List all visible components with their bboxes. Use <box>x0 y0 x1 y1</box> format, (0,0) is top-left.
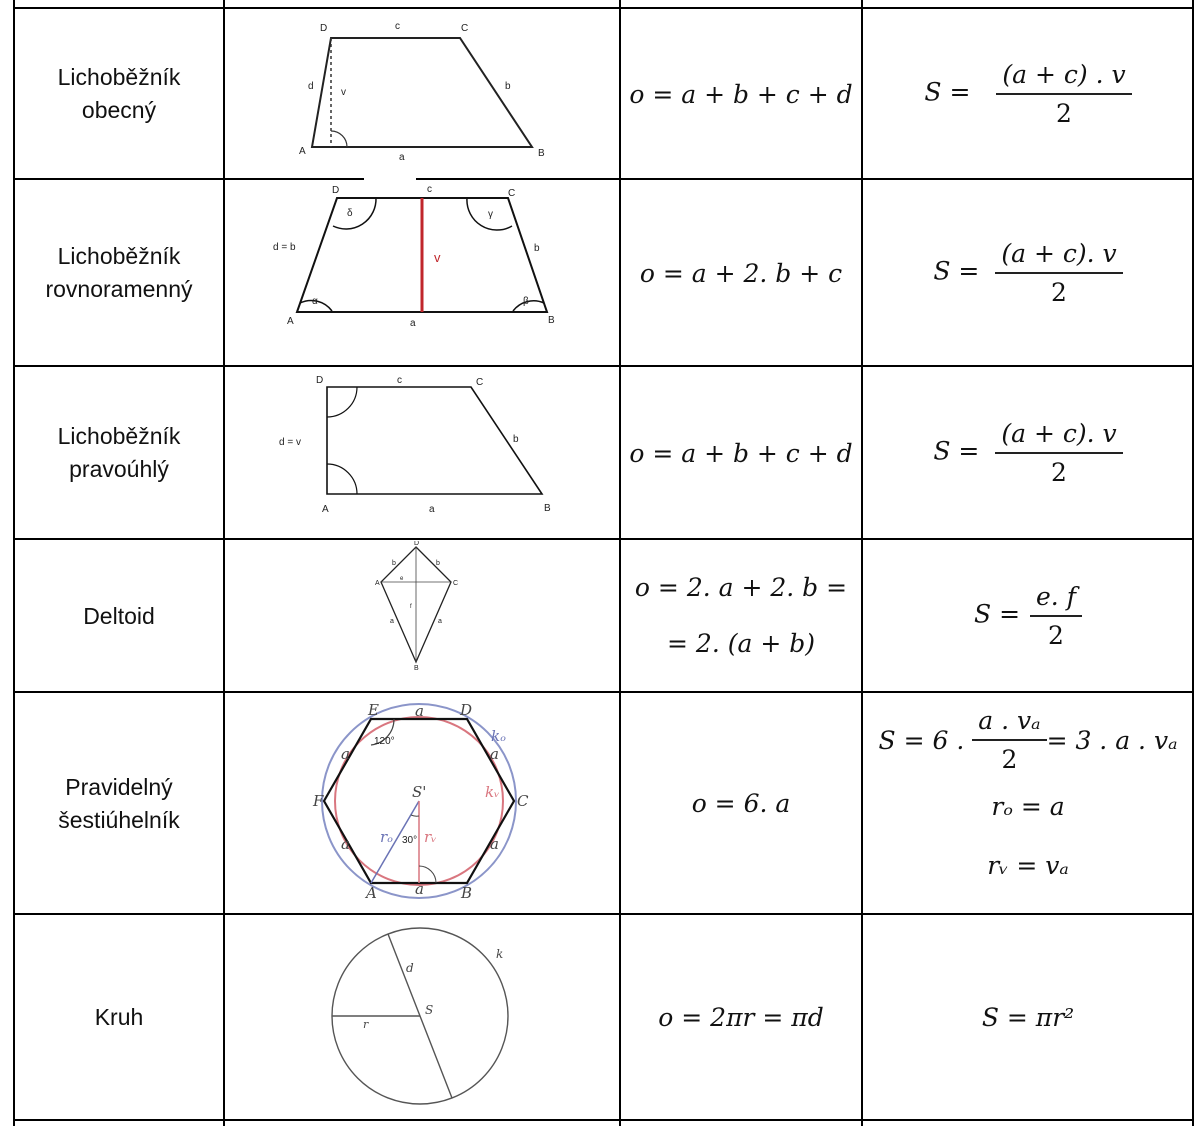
right-angle-mark <box>331 131 347 147</box>
area-numerator: a . vₐ <box>972 706 1046 741</box>
diagonal-f-label: f <box>410 604 412 610</box>
vertex-a-label: A <box>299 146 306 157</box>
area-lhs: S = <box>974 599 1021 629</box>
area-numerator: (a + c) . v <box>996 60 1131 95</box>
circle-diagram <box>226 916 618 1119</box>
vertex-c-label: C <box>476 377 484 388</box>
perimeter-formula-line2: = 2. (a + b) <box>667 629 815 658</box>
area-numerator: (a + c). v <box>995 239 1122 274</box>
row-name-line2: rovnoramenný <box>45 276 193 302</box>
side-b-label: b <box>505 81 511 92</box>
side-d-label: d <box>308 81 314 92</box>
area-lhs: S = <box>933 436 980 466</box>
incircle-label: kᵥ <box>485 783 500 801</box>
row-name-line1: Pravidelný <box>65 773 173 800</box>
row-name-trapezoid-right <box>16 368 222 538</box>
side-a-label: a <box>429 504 435 515</box>
deltoid-diagram <box>226 541 618 691</box>
angle-120-label: 120° <box>374 736 395 747</box>
circumcircle-label: kₒ <box>491 727 506 745</box>
side-a-label-upper-left: a <box>341 745 350 763</box>
perimeter-formula: o = 6. a <box>691 789 791 818</box>
angle-alpha-label: α <box>312 296 318 307</box>
area-denominator: 2 <box>1048 621 1064 650</box>
side-d-label: d = v <box>279 437 301 448</box>
trapezoid-right-diagram <box>226 368 618 538</box>
vertex-b-label: B <box>548 315 555 326</box>
perimeter-regular-hexagon <box>622 694 860 913</box>
side-a-label-right: a <box>438 618 442 625</box>
diameter-d-label: d <box>406 961 414 975</box>
angle-gamma-label: γ <box>488 209 493 220</box>
row-name-line2: pravoúhlý <box>69 456 169 482</box>
side-c-label: c <box>397 375 402 386</box>
side-b-label-left: b <box>392 560 396 567</box>
row-name-line1: Lichoběžník <box>57 423 181 449</box>
vertex-a-label: A <box>366 884 377 902</box>
vertex-b-label: B <box>461 884 473 902</box>
row-name-circle <box>16 916 222 1119</box>
perimeter-formula: o = a + b + c + d <box>629 438 853 468</box>
vertex-c-label: C <box>517 792 529 810</box>
perimeter-formula-line1: o = 2. a + 2. b = <box>634 573 848 602</box>
vertex-d-label: D <box>332 185 340 196</box>
area-denominator: 2 <box>1051 458 1067 487</box>
side-c-label: c <box>427 184 432 195</box>
inradius-formula: rᵥ = vₐ <box>987 851 1069 880</box>
area-lhs: S = 6 . <box>878 725 965 755</box>
perimeter-trapezoid-right <box>622 368 860 538</box>
side-d-label: d = b <box>273 242 296 253</box>
angle-delta-label: δ <box>347 208 353 219</box>
perimeter-trapezoid-isosceles <box>622 181 860 365</box>
figure-regular-hexagon <box>226 694 618 913</box>
side-a-label: a <box>399 152 405 163</box>
area-rhs: = 3 . a . vₐ <box>1046 725 1178 755</box>
perimeter-deltoid <box>622 541 860 691</box>
area-formula <box>924 60 1131 128</box>
angle-beta-label: β <box>523 296 529 307</box>
circle-k-label: k <box>496 947 504 961</box>
row-name-line1: Deltoid <box>83 602 155 629</box>
row-name-trapezoid-general <box>16 10 222 178</box>
area-trapezoid-general <box>864 10 1192 178</box>
diagonal-e-label: e <box>400 576 404 582</box>
side-b-label-right: b <box>436 560 440 567</box>
area-fraction <box>1030 582 1082 650</box>
side-a-label-left: a <box>390 618 394 625</box>
figure-deltoid <box>226 541 618 691</box>
perimeter-formula: o = a + 2. b + c <box>639 258 843 288</box>
vertex-b-label: B <box>538 148 545 159</box>
vertex-d-label: D <box>316 375 324 386</box>
area-formula <box>974 582 1082 650</box>
height-v-label: v <box>341 87 346 98</box>
area-denominator: 2 <box>1051 278 1067 307</box>
vertex-c-label: C <box>453 580 459 587</box>
area-numerator: (a + c). v <box>995 419 1122 454</box>
vertex-d-label: D <box>320 23 328 34</box>
area-fraction <box>996 60 1131 128</box>
vertex-e-label: E <box>368 701 379 719</box>
figure-trapezoid-isosceles <box>226 181 618 365</box>
area-fraction <box>995 239 1122 307</box>
area-denominator: 2 <box>1001 745 1018 774</box>
trapezoid-general-diagram <box>226 10 618 178</box>
radius-ro-label: rₒ <box>380 828 393 846</box>
side-a-label: a <box>410 318 416 329</box>
vertex-b-label: B <box>414 665 419 672</box>
figure-trapezoid-right <box>226 368 618 538</box>
radius-rv-label: rᵥ <box>424 828 437 846</box>
side-b-label: b <box>513 434 519 445</box>
figure-trapezoid-general <box>226 10 618 178</box>
area-numerator: e. f <box>1030 582 1082 617</box>
row-name-line1: Lichoběžník <box>57 243 181 269</box>
figure-circle <box>226 916 618 1119</box>
area-lhs: S = <box>933 256 980 286</box>
vertex-d-label: D <box>414 541 420 547</box>
trapezoid-isosceles-diagram <box>226 181 618 365</box>
hexagon-diagram <box>226 694 618 913</box>
row-name-regular-hexagon <box>16 694 222 913</box>
circumradius-formula: rₒ = a <box>991 792 1065 821</box>
vertex-b-label: B <box>544 503 551 514</box>
vertex-c-label: C <box>508 188 516 199</box>
perimeter-trapezoid-general <box>622 10 860 178</box>
side-a-label-lower-left: a <box>341 835 350 853</box>
area-formula <box>933 419 1122 487</box>
perimeter-formula: o = 2πr = πd <box>658 1003 824 1032</box>
area-lhs: S = <box>924 77 971 107</box>
radius-r-label: r <box>363 1018 369 1031</box>
area-formula <box>933 239 1122 307</box>
side-b-label: b <box>534 243 540 254</box>
perimeter-formula: o = a + b + c + d <box>629 79 853 109</box>
vertex-a-label: A <box>287 316 294 327</box>
row-name-deltoid <box>16 541 222 691</box>
side-a-label-lower-right: a <box>490 835 499 853</box>
area-regular-hexagon <box>864 694 1192 913</box>
perimeter-circle <box>622 916 860 1119</box>
area-formula: S = πr² <box>981 1003 1075 1032</box>
center-label: S' <box>412 783 427 801</box>
area-denominator: 2 <box>1056 99 1072 128</box>
side-a-label-bottom: a <box>415 880 424 898</box>
vertex-a-label: A <box>375 580 380 587</box>
area-trapezoid-right <box>864 368 1192 538</box>
area-fraction <box>995 419 1122 487</box>
vertex-c-label: C <box>461 23 469 34</box>
vertex-a-label: A <box>322 504 329 515</box>
vertex-d-label: D <box>460 701 473 719</box>
angle-30-label: 30° <box>402 835 418 846</box>
trapezoid-shape <box>327 387 542 494</box>
row-name-trapezoid-isosceles <box>16 181 222 365</box>
row-name-line2: šestiúhelník <box>58 806 180 833</box>
row-name-line1: Kruh <box>94 1004 144 1030</box>
vertex-f-label: F <box>313 792 324 810</box>
area-formula <box>879 706 1178 774</box>
center-s-label: S <box>425 1003 434 1017</box>
area-circle <box>864 916 1192 1119</box>
area-trapezoid-isosceles <box>864 181 1192 365</box>
side-a-label-top: a <box>415 702 424 720</box>
row-name-line1: Lichoběžník <box>57 64 181 90</box>
side-c-label: c <box>395 21 400 32</box>
area-deltoid <box>864 541 1192 691</box>
height-v-label: v <box>434 250 441 265</box>
row-name-line2: obecný <box>81 97 157 123</box>
area-fraction <box>972 706 1046 774</box>
side-a-label-upper-right: a <box>490 745 499 763</box>
